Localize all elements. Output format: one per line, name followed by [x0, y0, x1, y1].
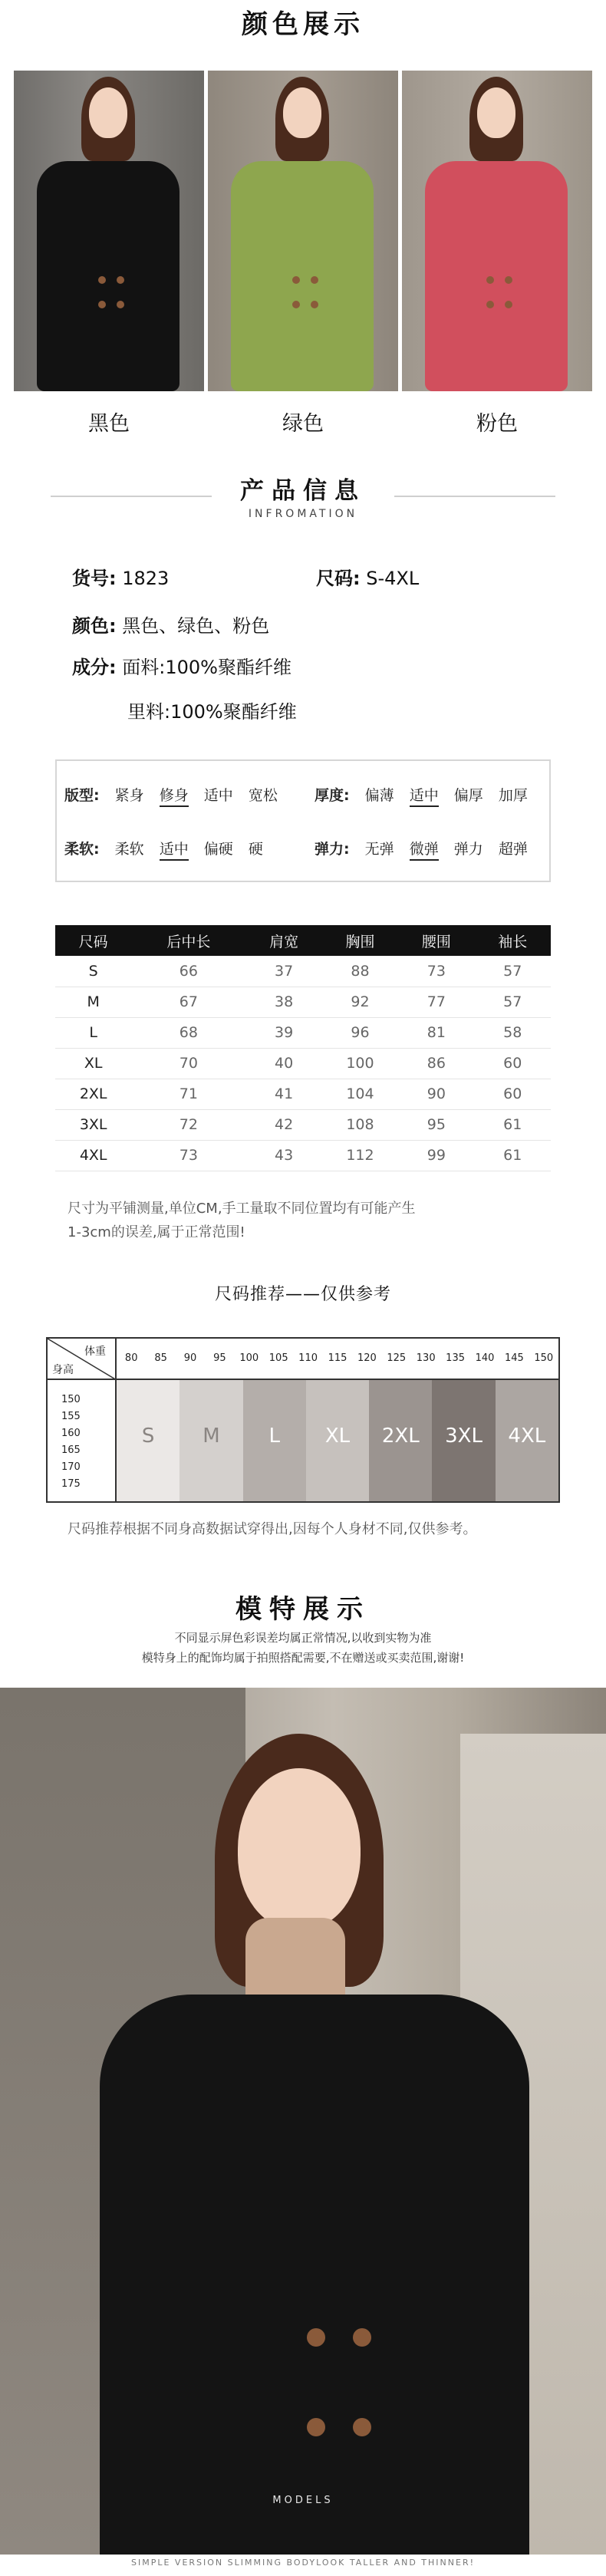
color-label-black: 黑色 — [88, 412, 130, 436]
table-row — [55, 987, 551, 1017]
size-table-note-line: 1-3cm的误差,属于正常范围! — [68, 1224, 245, 1240]
table-cell: 66 — [131, 956, 245, 987]
attr-elasticity-option: 弹力 — [453, 841, 483, 858]
color-photo-pink[interactable] — [402, 71, 592, 391]
table-cell: 99 — [398, 1140, 474, 1171]
jacket-button — [486, 276, 494, 284]
model-desc-line2: 模特身上的配饰均属于拍照搭配需要,不在赠送或买卖范围,谢谢! — [141, 1651, 465, 1665]
jacket-button — [98, 276, 106, 284]
table-cell: 81 — [398, 1017, 474, 1048]
table-row — [55, 1017, 551, 1048]
attr-fit-option: 宽松 — [248, 787, 278, 804]
jacket-button — [505, 276, 512, 284]
col-header: 胸围 — [322, 925, 398, 956]
table-cell: 92 — [322, 987, 398, 1017]
grid-corner — [48, 1339, 117, 1380]
col-header: 肩宽 — [245, 925, 321, 956]
attr-fit-option: 适中 — [203, 787, 233, 804]
size-block-label: 4XL — [508, 1425, 546, 1448]
size-block-label: S — [141, 1425, 155, 1448]
col-header: 后中长 — [131, 925, 245, 956]
attr-softness-option: 偏硬 — [203, 841, 233, 858]
lining-value: 里料:100%聚酯纤维 — [127, 701, 297, 723]
colors-section-title: 颜色展示 — [242, 9, 364, 40]
jacket-button — [307, 2328, 325, 2347]
table-cell: 60 — [475, 1048, 551, 1079]
table-row — [55, 956, 551, 987]
height-axis-label: 身高 — [52, 1364, 74, 1376]
table-cell: 57 — [475, 956, 551, 987]
table-cell: 58 — [475, 1017, 551, 1048]
jacket-button — [292, 276, 300, 284]
size-block — [243, 1380, 306, 1501]
height-value: 175 — [61, 1478, 81, 1490]
size-range-value: S-4XL — [366, 568, 420, 589]
attr-softness-label: 柔软: — [64, 841, 100, 858]
recommendation-title: 尺码推荐——仅供参考 — [214, 1285, 391, 1304]
item-number-label: 货号: — [72, 568, 117, 589]
weight-value: 140 — [475, 1352, 495, 1364]
attr-thickness-option: 偏厚 — [453, 787, 483, 804]
table-cell: 73 — [131, 1140, 245, 1171]
jacket-button — [307, 2418, 325, 2436]
attributes-box — [55, 759, 551, 882]
info-section-title: 产品信息 — [240, 477, 366, 505]
table-cell: S — [55, 956, 131, 987]
attr-elasticity-label: 弹力: — [315, 841, 350, 858]
jacket-pink — [425, 161, 568, 391]
table-cell: 3XL — [55, 1109, 131, 1140]
table-cell: 90 — [398, 1079, 474, 1109]
weight-value: 150 — [534, 1352, 554, 1364]
table-cell: 37 — [245, 956, 321, 987]
weight-value: 130 — [416, 1352, 436, 1364]
attr-thickness-option: 加厚 — [498, 787, 528, 804]
weight-value: 90 — [183, 1352, 197, 1364]
model-face — [89, 87, 127, 138]
weight-value: 85 — [154, 1352, 167, 1364]
color-label-pink: 粉色 — [476, 412, 518, 436]
table-cell: 60 — [475, 1079, 551, 1109]
jacket-button — [311, 301, 318, 308]
attr-softness-option-selected: 适中 — [160, 841, 189, 861]
jacket-button — [292, 301, 300, 308]
table-row — [55, 1079, 551, 1109]
table-cell: 88 — [322, 956, 398, 987]
attr-elasticity-option: 无弹 — [364, 841, 394, 858]
table-cell: 43 — [245, 1140, 321, 1171]
color-row — [72, 611, 269, 637]
size-block — [432, 1380, 495, 1501]
height-value: 170 — [61, 1461, 81, 1473]
table-cell: L — [55, 1017, 131, 1048]
attr-softness-option: 硬 — [248, 841, 263, 858]
model-section-title: 模特展示 — [235, 1594, 371, 1625]
table-cell: 72 — [131, 1109, 245, 1140]
footer-slogan: SIMPLE VERSION SLIMMING BODYLOOK TALLER AND THINNER! — [131, 2558, 475, 2568]
attr-fit — [64, 784, 288, 805]
jacket-button — [353, 2328, 371, 2347]
table-cell: 77 — [398, 987, 474, 1017]
jacket-button — [486, 301, 494, 308]
weight-value: 115 — [328, 1352, 347, 1364]
weight-value: 110 — [298, 1352, 318, 1364]
size-block-label: 2XL — [381, 1425, 420, 1448]
color-value: 黑色、绿色、粉色 — [122, 615, 270, 637]
table-cell: 2XL — [55, 1079, 131, 1109]
size-recommendation-grid — [46, 1337, 560, 1503]
table-cell: 40 — [245, 1048, 321, 1079]
table-cell: 57 — [475, 987, 551, 1017]
height-value: 155 — [61, 1411, 81, 1422]
model-desc-line1: 不同显示屏色彩误差均属正常情况,以收到实物为准 — [174, 1631, 432, 1645]
jacket-button — [117, 276, 124, 284]
attr-fit-option-selected: 修身 — [160, 787, 189, 807]
table-cell: 41 — [245, 1079, 321, 1109]
weight-axis-label: 体重 — [84, 1346, 106, 1358]
weight-value: 95 — [213, 1352, 226, 1364]
table-cell: XL — [55, 1048, 131, 1079]
size-block — [306, 1380, 369, 1501]
weight-value: 105 — [268, 1352, 288, 1364]
jacket-button — [117, 301, 124, 308]
color-label: 颜色: — [72, 615, 117, 637]
attr-fit-option: 紧身 — [114, 787, 144, 804]
model-face — [477, 87, 515, 138]
attr-elasticity — [315, 838, 538, 858]
attr-softness-option: 柔软 — [114, 841, 144, 858]
table-cell: 61 — [475, 1109, 551, 1140]
table-cell: 95 — [398, 1109, 474, 1140]
attr-thickness-option-selected: 适中 — [410, 787, 439, 807]
size-block-label: L — [268, 1425, 280, 1448]
table-row — [55, 1048, 551, 1079]
size-block — [117, 1380, 179, 1501]
size-block-label: 3XL — [445, 1425, 482, 1448]
jacket-button — [505, 301, 512, 308]
col-header: 尺码 — [55, 925, 131, 956]
item-number-row — [72, 563, 169, 590]
jacket-button — [353, 2418, 371, 2436]
weight-value: 120 — [357, 1352, 377, 1364]
lining-row — [127, 697, 297, 723]
col-header: 袖长 — [475, 925, 551, 956]
attr-thickness-option: 偏薄 — [364, 787, 394, 804]
weight-value: 135 — [446, 1352, 465, 1364]
size-block-label: XL — [324, 1425, 351, 1448]
size-block — [369, 1380, 432, 1501]
size-block-label: M — [203, 1425, 220, 1448]
size-table-note — [68, 1197, 416, 1244]
size-block — [179, 1380, 242, 1501]
table-cell: 73 — [398, 956, 474, 987]
col-header: 腰围 — [398, 925, 474, 956]
attr-thickness — [315, 784, 538, 805]
attr-softness — [64, 838, 274, 858]
fabric-value: 面料:100%聚酯纤维 — [122, 657, 291, 678]
size-range-label: 尺码: — [316, 568, 361, 589]
weight-value: 125 — [387, 1352, 407, 1364]
model-photo[interactable] — [0, 1688, 606, 2555]
composition-row — [72, 652, 291, 679]
recommendation-note: 尺码推荐根据不同身高数据试穿得出,因每个人身材不同,仅供参考。 — [68, 1521, 477, 1537]
table-cell: 96 — [322, 1017, 398, 1048]
attr-elasticity-option-selected: 微弹 — [410, 841, 439, 861]
table-cell: 70 — [131, 1048, 245, 1079]
size-table-header-row — [55, 925, 551, 956]
color-label-green: 绿色 — [282, 412, 324, 436]
attr-fit-label: 版型: — [64, 787, 100, 804]
jacket-green — [231, 161, 374, 391]
models-label: MODELS — [272, 2495, 334, 2506]
table-cell: 100 — [322, 1048, 398, 1079]
jacket-button — [311, 276, 318, 284]
info-section-subtitle: INFROMATION — [248, 508, 358, 520]
model-face — [238, 1768, 361, 1929]
size-table — [55, 925, 551, 1171]
table-row — [55, 1109, 551, 1140]
table-row — [55, 1140, 551, 1171]
jacket-black — [37, 161, 179, 391]
table-cell: 68 — [131, 1017, 245, 1048]
table-cell: 104 — [322, 1079, 398, 1109]
size-block — [496, 1380, 558, 1501]
size-table-note-line: 尺寸为平铺测量,单位CM,手工量取不同位置均有可能产生 — [68, 1201, 416, 1217]
table-cell: 42 — [245, 1109, 321, 1140]
color-photo-black[interactable] — [14, 71, 204, 391]
weight-value: 145 — [504, 1352, 524, 1364]
table-cell: 61 — [475, 1140, 551, 1171]
table-cell: 4XL — [55, 1140, 131, 1171]
composition-label: 成分: — [72, 657, 117, 678]
item-number-value: 1823 — [122, 568, 170, 589]
table-cell: 38 — [245, 987, 321, 1017]
attr-thickness-label: 厚度: — [315, 787, 350, 804]
size-range-row — [316, 563, 419, 590]
table-cell: 86 — [398, 1048, 474, 1079]
jacket-black — [100, 1995, 529, 2555]
height-value: 160 — [61, 1428, 81, 1439]
height-value: 165 — [61, 1444, 81, 1456]
weight-value: 80 — [124, 1352, 138, 1364]
model-face — [283, 87, 321, 138]
color-photo-green[interactable] — [208, 71, 398, 391]
height-value: 150 — [61, 1394, 81, 1405]
table-cell: 112 — [322, 1140, 398, 1171]
weight-value: 100 — [239, 1352, 259, 1364]
attr-elasticity-option: 超弹 — [498, 841, 528, 858]
table-cell: 39 — [245, 1017, 321, 1048]
table-cell: M — [55, 987, 131, 1017]
table-cell: 108 — [322, 1109, 398, 1140]
table-cell: 71 — [131, 1079, 245, 1109]
height-values — [48, 1380, 117, 1501]
table-cell: 67 — [131, 987, 245, 1017]
jacket-button — [98, 301, 106, 308]
weight-header — [48, 1339, 558, 1380]
